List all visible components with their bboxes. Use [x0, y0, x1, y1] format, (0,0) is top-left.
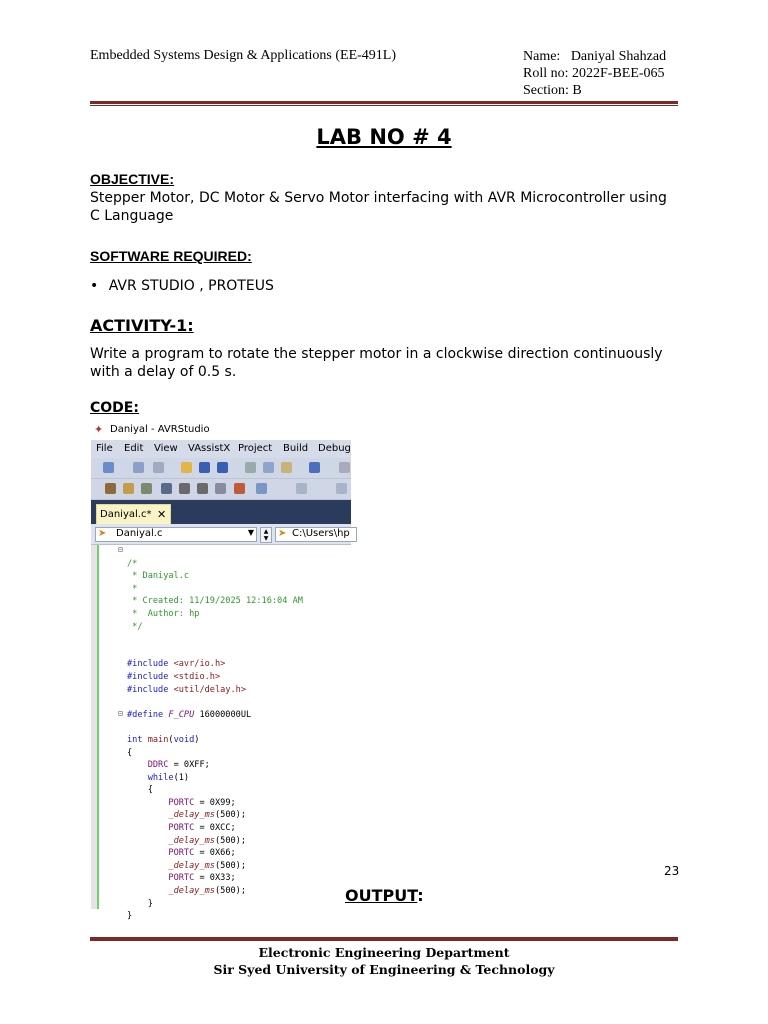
code-macro: PORTC	[168, 823, 195, 834]
close-icon[interactable]: ✕	[157, 508, 167, 521]
spellcheck-icon[interactable]	[234, 483, 245, 494]
code-keyword: #include	[127, 671, 169, 682]
code-function: main	[142, 734, 169, 745]
page-number: 23	[664, 864, 680, 878]
code-brace: }	[127, 911, 133, 922]
tab-daniyal-c[interactable]	[96, 504, 171, 525]
change-indicator	[97, 545, 99, 909]
rebuild-icon[interactable]	[123, 483, 134, 494]
code-string: <avr/io.h>	[168, 659, 226, 670]
outline-icon[interactable]	[296, 483, 307, 494]
output-heading-text: OUTPUT	[345, 886, 418, 905]
code-function: _delay_ms	[168, 860, 215, 871]
bookmark-icon[interactable]	[161, 483, 172, 494]
code-function: _delay_ms	[168, 810, 215, 821]
file-dropdown-label: Daniyal.c	[116, 528, 163, 539]
footer	[0, 944, 768, 978]
menu-vassistx[interactable]: VAssistX	[188, 443, 231, 454]
new-project-icon[interactable]	[153, 462, 164, 473]
code-editor[interactable]	[91, 545, 351, 922]
menu-view[interactable]: View	[154, 443, 178, 454]
code-brace: }	[147, 898, 153, 909]
footer-rule-thick	[90, 937, 678, 941]
path-dropdown[interactable]	[275, 527, 357, 542]
code-value: (500);	[214, 860, 247, 871]
open-folder-icon[interactable]	[181, 462, 192, 473]
output-heading-colon: :	[417, 886, 424, 905]
code-keyword: #include	[127, 659, 169, 670]
code-keyword: while	[147, 772, 174, 783]
section: Section: B	[523, 83, 582, 98]
roll-number: Roll no: 2022F-BEE-065	[523, 66, 665, 81]
code-macro: DDRC	[147, 760, 169, 771]
header-rule-thin	[90, 105, 678, 106]
activity-text: Write a program to rotate the stepper motor in a clockwise direction continuously with a delay of 0.5 s.	[90, 346, 663, 380]
save-icon[interactable]	[199, 462, 210, 473]
code-keyword: #include	[127, 684, 169, 695]
code-value: (500);	[214, 835, 247, 846]
objective-text: Stepper Motor, DC Motor & Servo Motor interfacing with AVR Microcontroller using C Language	[90, 190, 667, 224]
path-dropdown-label: C:\Users\hp	[292, 528, 350, 539]
code-value: = 0XFF;	[168, 760, 210, 771]
device-icon[interactable]	[141, 483, 152, 494]
path-nav-icon: ➤	[278, 528, 287, 539]
code-value: = 0XCC;	[194, 823, 236, 834]
new-file-icon[interactable]	[103, 462, 114, 473]
code-brace: {	[147, 785, 153, 796]
code-string: <util/delay.h>	[168, 684, 247, 695]
navigation-bar	[91, 524, 351, 545]
file-nav-icon: ➤	[98, 528, 107, 539]
copy-icon[interactable]	[263, 462, 274, 473]
cut-icon[interactable]	[245, 462, 256, 473]
student-info	[523, 48, 666, 99]
menu-debug[interactable]: Debug	[318, 443, 351, 454]
bullet-icon: •	[90, 278, 99, 294]
code-value: (500);	[214, 886, 247, 897]
paste-icon[interactable]	[281, 462, 292, 473]
build-icon[interactable]	[105, 483, 116, 494]
save-all-icon[interactable]	[217, 462, 228, 473]
file-dropdown[interactable]	[95, 527, 257, 542]
code-heading: CODE:	[90, 400, 139, 416]
toggle-bookmark-icon[interactable]	[179, 483, 190, 494]
output-heading	[345, 886, 424, 905]
comment-icon[interactable]	[256, 483, 267, 494]
code-value: (1)	[173, 772, 190, 783]
code-function: _delay_ms	[168, 886, 215, 897]
code-keyword: void	[173, 734, 195, 745]
software-item: AVR STUDIO , PROTEUS	[108, 278, 274, 294]
code-value: = 0X33;	[194, 873, 236, 884]
ide-screenshot	[91, 420, 351, 922]
code-keyword: int	[127, 734, 143, 745]
fold-icon[interactable]: ⊟	[118, 545, 123, 554]
add-item-icon[interactable]	[133, 462, 144, 473]
code-comment: *	[127, 583, 138, 594]
format-icon[interactable]	[215, 483, 226, 494]
code-keyword: #define	[127, 709, 164, 720]
window-title: Daniyal - AVRStudio	[110, 424, 210, 435]
code-macro: PORTC	[168, 873, 195, 884]
code-brace: {	[127, 747, 133, 758]
objective-heading: OBJECTIVE:	[90, 171, 175, 187]
window-titlebar	[91, 420, 351, 440]
code-value: 16000000UL	[194, 709, 252, 720]
lab-title: LAB NO # 4	[316, 125, 452, 149]
code-value: = 0X99;	[194, 797, 236, 808]
menu-file[interactable]: File	[96, 443, 113, 454]
software-list	[90, 277, 678, 295]
code-macro: PORTC	[168, 797, 195, 808]
code-comment: */	[127, 621, 143, 632]
header-rule-thick	[90, 101, 678, 104]
code-punct: (	[168, 734, 174, 745]
chevron-down-icon: ▼	[247, 528, 254, 537]
code-comment: * Created: 11/19/2025 12:16:04 AM	[127, 596, 303, 607]
code-comment: * Daniyal.c	[127, 571, 190, 582]
fold-icon[interactable]: ⊟	[118, 709, 123, 718]
code-macro: PORTC	[168, 848, 195, 859]
menu-project[interactable]: Project	[238, 443, 273, 454]
code-macro: F_CPU	[163, 709, 195, 720]
redo-icon[interactable]	[339, 462, 350, 473]
software-heading: SOFTWARE REQUIRED:	[90, 248, 252, 264]
split-button[interactable]: ▲ ▼	[260, 527, 272, 543]
activity-heading: ACTIVITY-1:	[90, 316, 194, 335]
footer-university: Sir Syed University of Engineering & Technology	[213, 962, 555, 977]
menu-bar	[91, 440, 351, 458]
code-punct: )	[194, 734, 200, 745]
code-string: <stdio.h>	[168, 671, 221, 682]
undo-icon[interactable]	[309, 462, 320, 473]
next-bookmark-icon[interactable]	[197, 483, 208, 494]
toolbar-standard	[91, 458, 351, 479]
code-value: = 0X66;	[194, 848, 236, 859]
student-name: Name: Daniyal Shahzad	[523, 49, 667, 64]
code-value: (500);	[214, 810, 247, 821]
menu-edit[interactable]: Edit	[124, 443, 144, 454]
code-comment: /*	[127, 558, 138, 569]
source-code	[127, 545, 303, 923]
course-title: Embedded Systems Design & Applications (EE-491L)	[90, 48, 397, 63]
code-comment: * Author: hp	[127, 608, 200, 619]
code-function: _delay_ms	[168, 835, 215, 846]
tab-label: Daniyal.c*	[100, 509, 152, 520]
avrstudio-logo-icon: ✦	[94, 423, 104, 436]
menu-build[interactable]: Build	[283, 443, 309, 454]
footer-department: Electronic Engineering Department	[258, 945, 510, 960]
toolbar-build	[91, 479, 351, 500]
layout-icon[interactable]	[336, 483, 347, 494]
